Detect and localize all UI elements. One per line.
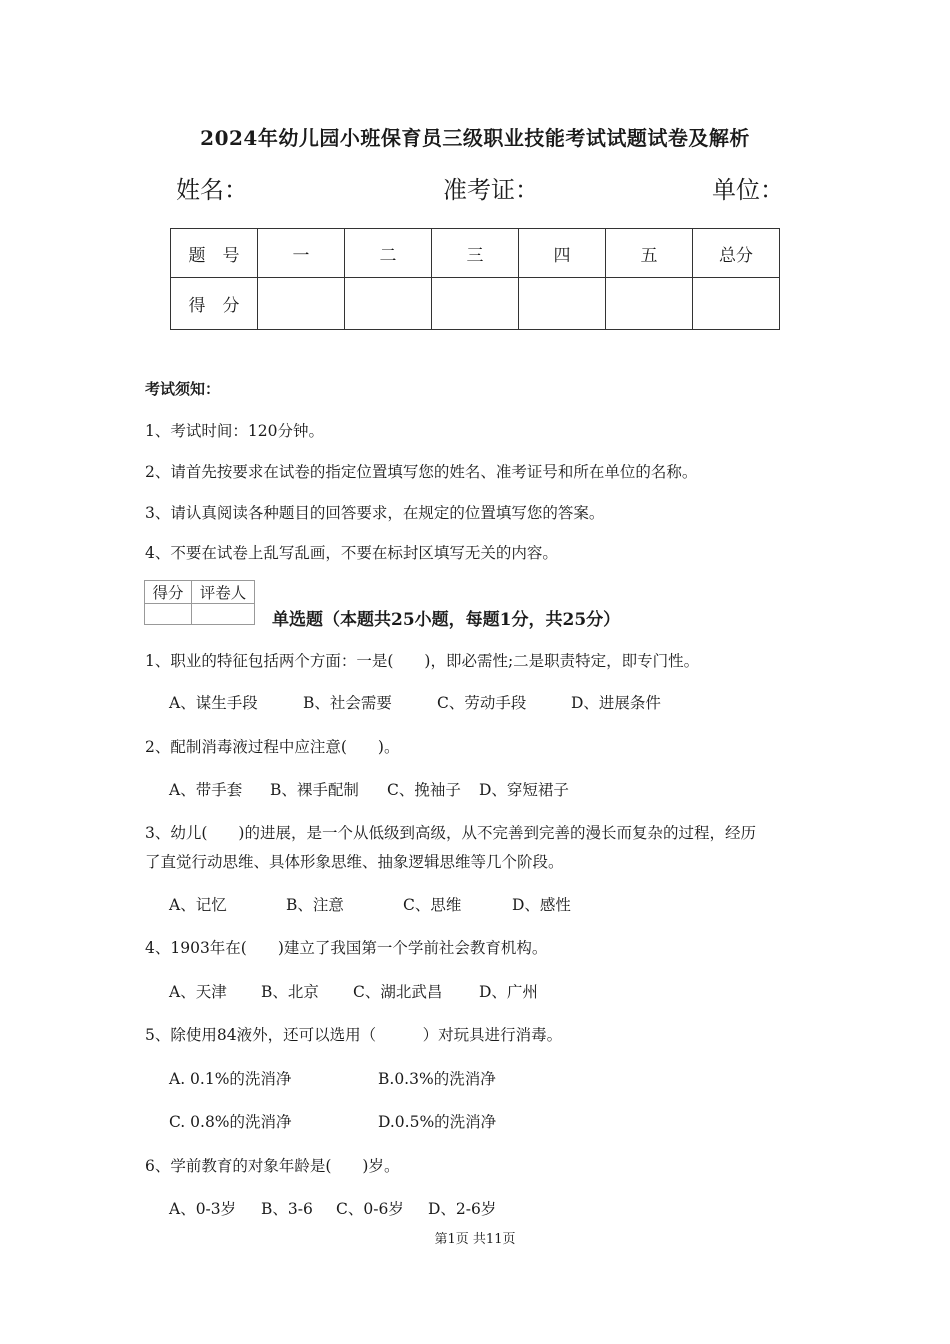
question-stem-continued: 了直觉行动思维、具体形象思维、抽象逻辑思维等几个阶段。 <box>145 853 564 871</box>
question-stem: 2、配制消毒液过程中应注意( )。 <box>145 738 400 756</box>
question-option: B、裸手配制 <box>270 781 359 799</box>
question-option: D、2-6岁 <box>428 1200 497 1218</box>
score-table-header-cell: 总分 <box>693 229 780 278</box>
question-option: B、3-6 <box>261 1200 313 1218</box>
question-option: D、进展条件 <box>571 694 661 712</box>
score-table-header-cell: 五 <box>606 229 693 278</box>
question-stem: 5、除使用84液外，还可以选用（ ）对玩具进行消毒。 <box>145 1026 563 1044</box>
question-option: C、劳动手段 <box>437 694 527 712</box>
score-table <box>170 228 780 330</box>
unit-field-label: 单位： <box>712 176 784 204</box>
grader-name-cell[interactable] <box>192 604 255 625</box>
question-option: A、记忆 <box>169 896 227 914</box>
question-option: B、北京 <box>261 983 319 1001</box>
score-table-header-cell: 题 号 <box>171 229 258 278</box>
question-option: D、感性 <box>512 896 571 914</box>
question-option: D、广州 <box>479 983 538 1001</box>
notice-item: 1、考试时间：120分钟。 <box>145 422 324 440</box>
question-option: D.0.5%的洗消净 <box>378 1113 497 1131</box>
question-option: C、挽袖子 <box>387 781 461 799</box>
notice-heading: 考试须知： <box>145 380 221 398</box>
question-option: A、带手套 <box>169 781 243 799</box>
question-option: C、0-6岁 <box>336 1200 404 1218</box>
question-stem: 1、职业的特征包括两个方面：一是( )，即必需性;二是职责特定，即专门性。 <box>145 652 700 670</box>
score-cell[interactable] <box>606 278 693 330</box>
grader-name-label: 评卷人 <box>192 581 255 604</box>
question-stem: 4、1903年在( )建立了我国第一个学前社会教育机构。 <box>145 939 548 957</box>
question-option: A、0-3岁 <box>169 1200 237 1218</box>
score-table-header-cell: 三 <box>432 229 519 278</box>
question-stem: 3、幼儿( )的进展，是一个从低级到高级，从不完善到完善的漫长而复杂的过程，经历 <box>145 824 756 842</box>
score-row-label: 得 分 <box>171 278 258 330</box>
question-option: B.0.3%的洗消净 <box>378 1070 496 1088</box>
notice-item: 3、请认真阅读各种题目的回答要求，在规定的位置填写您的答案。 <box>145 504 605 522</box>
score-cell[interactable] <box>345 278 432 330</box>
question-option: A、谋生手段 <box>169 694 258 712</box>
name-field-label: 姓名： <box>176 176 248 204</box>
score-table-header-cell: 四 <box>519 229 606 278</box>
question-option: A、天津 <box>169 983 227 1001</box>
question-option: C. 0.8%的洗消净 <box>169 1113 292 1131</box>
score-cell[interactable] <box>519 278 606 330</box>
notice-item: 4、不要在试卷上乱写乱画，不要在标封区填写无关的内容。 <box>145 544 558 562</box>
question-option: C、湖北武昌 <box>353 983 443 1001</box>
score-cell[interactable] <box>258 278 345 330</box>
grader-score-cell[interactable] <box>145 604 192 625</box>
exam-number-field-label: 准考证： <box>443 176 539 204</box>
section-heading: 单选题（本题共25小题，每题1分，共25分） <box>272 610 621 630</box>
grader-box <box>144 580 255 625</box>
score-cell[interactable] <box>693 278 780 330</box>
question-option: D、穿短裙子 <box>479 781 569 799</box>
score-table-score-row <box>171 278 780 330</box>
score-cell[interactable] <box>432 278 519 330</box>
page-footer: 第1页 共11页 <box>434 1232 516 1247</box>
question-option: B、社会需要 <box>303 694 392 712</box>
notice-item: 2、请首先按要求在试卷的指定位置填写您的姓名、准考证号和所在单位的名称。 <box>145 463 698 481</box>
exam-title: 2024年幼儿园小班保育员三级职业技能考试试题试卷及解析 <box>200 126 750 150</box>
question-stem: 6、学前教育的对象年龄是( )岁。 <box>145 1157 400 1175</box>
score-table-header-row <box>171 229 780 278</box>
question-option: B、注意 <box>286 896 344 914</box>
question-option: C、思维 <box>403 896 462 914</box>
score-table-header-cell: 二 <box>345 229 432 278</box>
question-option: A. 0.1%的洗消净 <box>169 1070 292 1088</box>
score-table-header-cell: 一 <box>258 229 345 278</box>
grader-score-label: 得分 <box>145 581 192 604</box>
